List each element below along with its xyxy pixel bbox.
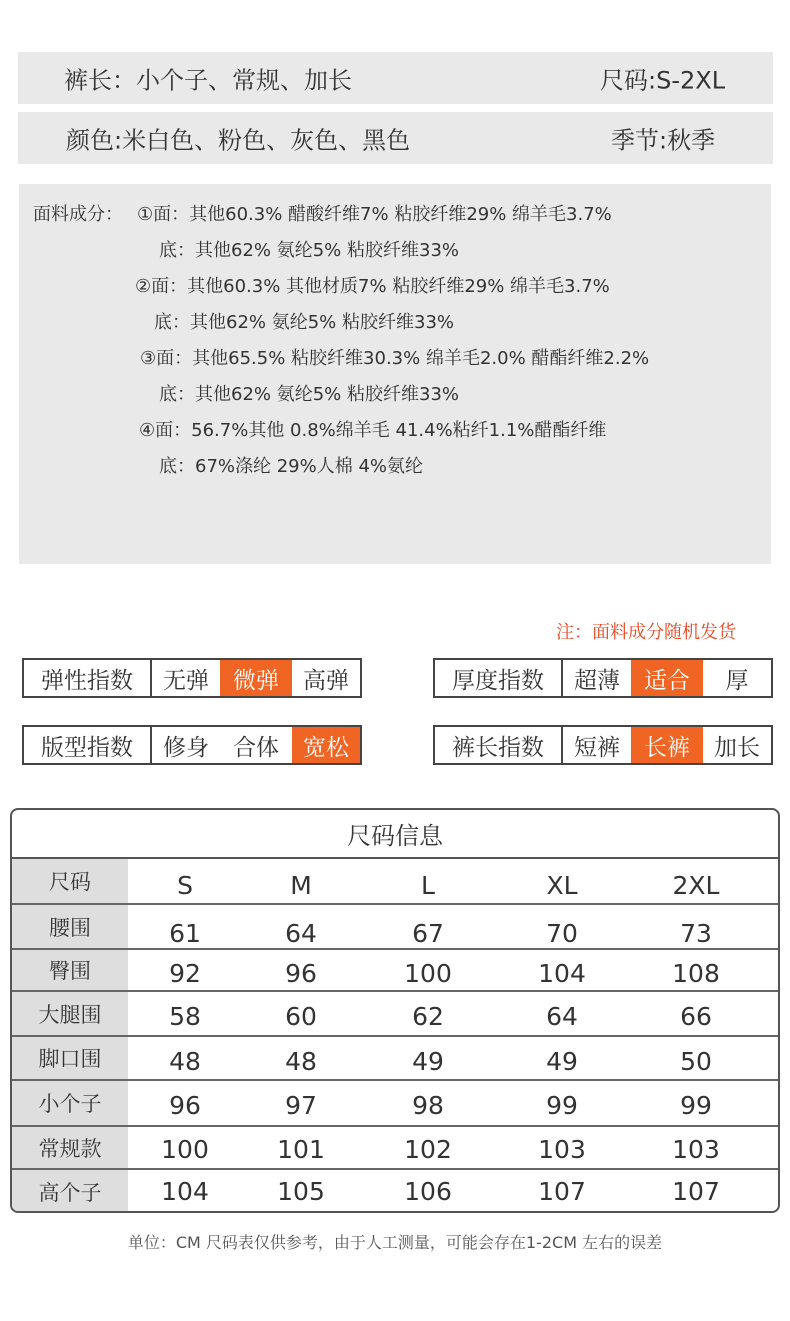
row-label: 常规款: [12, 1127, 128, 1168]
option-ultra-thin: 超薄: [574, 667, 620, 694]
table-cell: 104: [538, 959, 586, 988]
size-header-cell: M: [290, 871, 312, 900]
fabric-line: ①面：其他60.3% 醋酸纤维7% 粘胶纤维29% 绵羊毛3.7%: [137, 204, 612, 225]
fabric-heading: 面料成分：: [33, 204, 123, 225]
table-row: [12, 1081, 778, 1127]
option-thick: 厚: [725, 667, 749, 694]
fabric-line: 底：其他62% 氨纶5% 粘胶纤维33%: [154, 312, 455, 333]
row-label: 高个子: [12, 1170, 128, 1213]
index-label: 弹性指数: [24, 660, 152, 696]
fabric-line: ②面：其他60.3% 其他材质7% 粘胶纤维29% 绵羊毛3.7%: [135, 276, 610, 297]
length-index: [433, 725, 773, 765]
table-cell: 98: [412, 1091, 444, 1120]
row-label: 脚口围: [12, 1037, 128, 1079]
table-cell: 107: [672, 1177, 720, 1206]
table-row: [12, 992, 778, 1037]
row-label: 大腿围: [12, 992, 128, 1035]
table-cell: 96: [285, 959, 317, 988]
table-cell: 73: [680, 919, 712, 948]
thickness-index: [433, 658, 773, 698]
table-cell: 99: [680, 1091, 712, 1120]
option-moderate-selected: 适合: [631, 660, 703, 696]
row-label: 小个子: [12, 1081, 128, 1125]
table-row: [12, 950, 778, 992]
option-loose-selected: 宽松: [292, 727, 360, 763]
table-row: [12, 905, 778, 950]
colors-text: 颜色:米白色、粉色、灰色、黑色: [66, 126, 411, 155]
table-cell: 48: [285, 1047, 317, 1076]
table-cell: 64: [546, 1002, 578, 1031]
option-slim: 修身: [163, 734, 209, 761]
table-cell: 100: [404, 959, 452, 988]
table-cell: 49: [546, 1047, 578, 1076]
index-label: 厚度指数: [435, 660, 563, 696]
fabric-line: ④面：56.7%其他 0.8%绵羊毛 41.4%粘纤1.1%醋酯纤维: [139, 420, 607, 441]
fit-index: [22, 725, 362, 765]
option-high-stretch: 高弹: [303, 667, 349, 694]
shipping-note: 注：面料成分随机发货: [556, 622, 736, 643]
table-cell: 99: [546, 1091, 578, 1120]
fabric-line: 底：67%涤纶 29%人棉 4%氨纶: [159, 456, 424, 477]
measurement-disclaimer: 单位：CM 尺码表仅供参考，由于人工测量，可能会存在1-2CM 左右的误差: [127, 1233, 663, 1252]
info-bar-length-size: [18, 52, 773, 104]
info-bar-color-season: [18, 112, 773, 164]
size-header-row: [12, 859, 778, 905]
row-label: 腰围: [12, 905, 128, 948]
table-row: [12, 1170, 778, 1213]
option-regular: 合体: [233, 734, 279, 761]
size-header-cell: S: [177, 871, 193, 900]
row-label: 臀围: [12, 950, 128, 990]
size-info-table: [10, 808, 780, 1213]
table-cell: 58: [169, 1002, 201, 1031]
fabric-line: ③面：其他65.5% 粘胶纤维30.3% 绵羊毛2.0% 醋酯纤维2.2%: [140, 348, 650, 369]
option-slight-stretch-selected: 微弹: [220, 660, 292, 696]
table-cell: 96: [169, 1091, 201, 1120]
option-no-stretch: 无弹: [163, 667, 209, 694]
table-cell: 64: [285, 919, 317, 948]
table-cell: 67: [412, 919, 444, 948]
size-header-cell: L: [421, 871, 435, 900]
table-cell: 97: [285, 1091, 317, 1120]
table-cell: 49: [412, 1047, 444, 1076]
table-cell: 60: [285, 1002, 317, 1031]
table-row: [12, 1127, 778, 1170]
table-cell: 108: [672, 959, 720, 988]
table-cell: 48: [169, 1047, 201, 1076]
table-cell: 103: [672, 1135, 720, 1164]
size-table-title: 尺码信息: [12, 810, 778, 859]
table-cell: 106: [404, 1177, 452, 1206]
elasticity-index: [22, 658, 362, 698]
option-long-pants-selected: 长裤: [631, 727, 703, 763]
option-shorts: 短裤: [574, 734, 620, 761]
table-cell: 107: [538, 1177, 586, 1206]
table-cell: 104: [161, 1177, 209, 1206]
size-header-cell: 2XL: [672, 871, 720, 900]
size-header-label: 尺码: [12, 859, 128, 903]
table-cell: 102: [404, 1135, 452, 1164]
table-cell: 105: [277, 1177, 325, 1206]
table-cell: 70: [546, 919, 578, 948]
length-options-text: 裤长：小个子、常规、加长: [64, 66, 352, 95]
size-header-cell: XL: [546, 871, 578, 900]
table-cell: 92: [169, 959, 201, 988]
option-extra-long: 加长: [714, 734, 760, 761]
table-cell: 66: [680, 1002, 712, 1031]
table-cell: 103: [538, 1135, 586, 1164]
index-label: 版型指数: [24, 727, 152, 763]
fabric-line: 底：其他62% 氨纶5% 粘胶纤维33%: [159, 384, 460, 405]
table-cell: 101: [277, 1135, 325, 1164]
table-cell: 61: [169, 919, 201, 948]
table-cell: 50: [680, 1047, 712, 1076]
fabric-line: 底：其他62% 氨纶5% 粘胶纤维33%: [159, 240, 460, 261]
fabric-composition-panel: [19, 184, 771, 564]
size-range-text: 尺码:S-2XL: [600, 66, 726, 95]
index-label: 裤长指数: [435, 727, 563, 763]
table-row: [12, 1037, 778, 1081]
table-cell: 62: [412, 1002, 444, 1031]
table-cell: 100: [161, 1135, 209, 1164]
season-text: 季节:秋季: [611, 126, 716, 155]
